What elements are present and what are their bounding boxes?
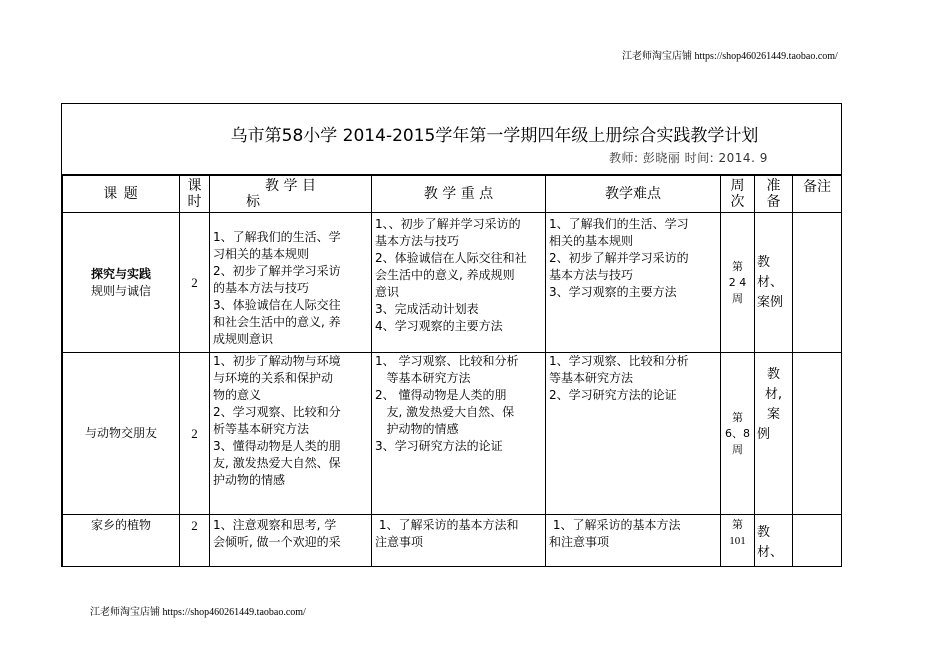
row3-difficulty: 1、了解采访的基本方法 和注意事项 — [546, 515, 721, 568]
row1-notes — [793, 213, 842, 353]
row3-goals: 1、注意观察和思考, 学 会倾听, 做一个欢迎的采 — [210, 515, 372, 568]
table-row — [63, 353, 842, 515]
row3-prep: 教 材、 — [755, 515, 793, 568]
col-difficulty-header: 教学难点 — [546, 176, 721, 213]
table-header-row — [63, 176, 842, 213]
col-prep-header: 准 备 — [755, 176, 793, 213]
plan-table — [62, 175, 842, 567]
row3-focus: 1、了解采访的基本方法和 注意事项 — [372, 515, 546, 568]
row1-focus: 1、、初步了解并学习采访的 基本方法与技巧 2、体验诚信在人际交往和社 会生活中的意义, 养成规则 意识 3、完成活动计划表 4、学习观察的主要方法 — [372, 213, 546, 353]
row3-week: 第 101 — [721, 515, 755, 568]
col-topic-header: 课 题 — [63, 176, 180, 213]
col-notes-header: 备注 — [793, 176, 842, 213]
table-row — [63, 213, 842, 353]
row1-hours: 2 — [180, 213, 210, 353]
teaching-plan-document — [61, 103, 842, 567]
header-shop-url: 江老师淘宝店铺 https://shop460261449.taobao.com/ — [622, 51, 838, 62]
page-title: 乌市第58小学 2014-2015学年第一学期四年级上册综合实践教学计划 — [230, 126, 759, 146]
row2-prep: 教 材, 案 例 — [755, 353, 793, 515]
row2-difficulty: 1、学习观察、比较和分析 等基本研究方法 2、学习研究方法的论证 — [546, 353, 721, 515]
row2-notes — [793, 353, 842, 515]
row2-focus: 1、 学习观察、比较和分析 等基本研究方法 2、 懂得动物是人类的朋 友, 激发热爱大自然、保 护动物的情感 3、学习研究方法的论证 — [372, 353, 546, 515]
row1-week: 第 2 4 周 — [721, 213, 755, 353]
col-goals-header: 教 学 目 标 — [210, 176, 372, 213]
row3-notes — [793, 515, 842, 568]
table-row — [63, 515, 842, 568]
row2-week: 第 6、8 周 — [721, 353, 755, 515]
row2-goals: 1、初步了解动物与环境 与环境的关系和保护动 物的意义 2、学习观察、比较和分 析等基本研究方法 3、懂得动物是人类的朋 友, 激发热爱大自然、保 护动物的情感 — [210, 353, 372, 515]
row3-topic: 家乡的植物 — [63, 515, 180, 568]
row3-hours: 2 — [180, 515, 210, 568]
row2-topic: 与动物交朋友 — [63, 353, 180, 515]
col-focus-header: 教 学 重 点 — [372, 176, 546, 213]
col-hours-header: 课 时 — [180, 176, 210, 213]
teacher-and-date: 教师: 彭晓丽 时间: 2014. 9 — [609, 151, 768, 165]
col-week-header: 周 次 — [721, 176, 755, 213]
row2-hours: 2 — [180, 353, 210, 515]
title-block — [62, 104, 841, 175]
footer-shop-url: 江老师淘宝店铺 https://shop460261449.taobao.com/ — [90, 607, 306, 618]
row1-goals: 1、了解我们的生活、学 习相关的基本规则 2、初步了解并学习采访 的基本方法与技巧 3、体验诚信在人际交往 和社会生活中的意义, 养 成规则意识 — [210, 213, 372, 353]
row1-difficulty: 1、了解我们的生活、学习 相关的基本规则 2、初步了解并学习采访的 基本方法与技巧 3、学习观察的主要方法 — [546, 213, 721, 353]
row1-topic: 探究与实践 规则与诚信 — [63, 213, 180, 353]
row1-prep: 教 材、 案例 — [755, 213, 793, 353]
